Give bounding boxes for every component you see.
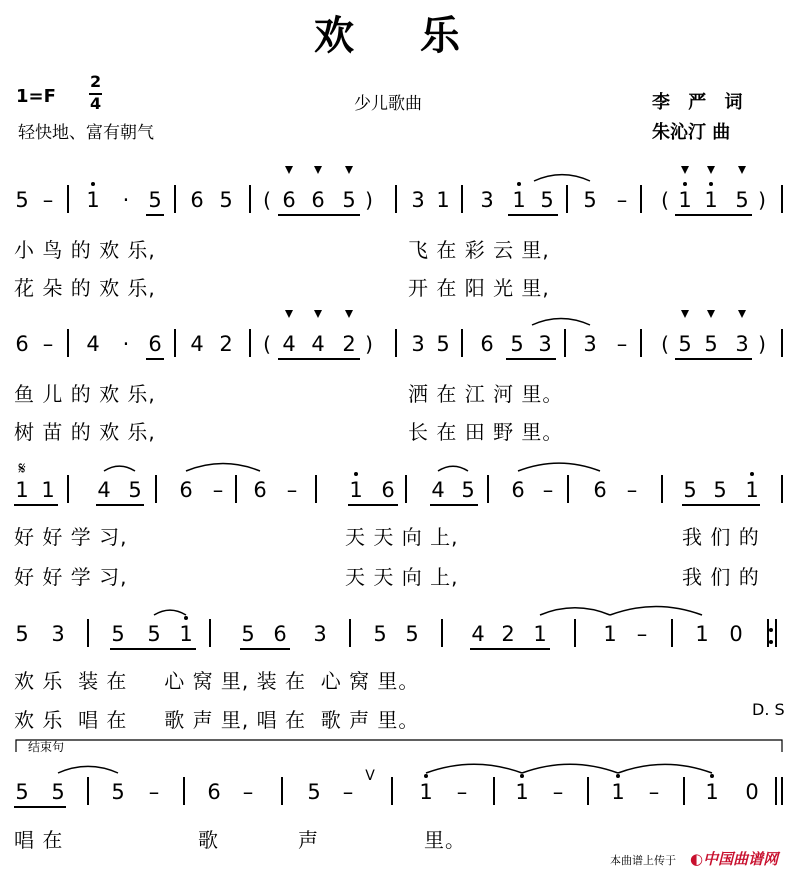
note: 1 bbox=[611, 780, 625, 804]
note: · bbox=[122, 332, 130, 356]
note: 5 bbox=[510, 332, 524, 356]
note: – bbox=[456, 780, 468, 804]
note: 4 bbox=[282, 332, 296, 356]
note: 5 bbox=[51, 780, 65, 804]
logo-icon: ◐ bbox=[690, 850, 704, 868]
lyric-line: 长 在 田 野 里。 bbox=[408, 420, 564, 444]
slur bbox=[438, 466, 468, 471]
note: 2 bbox=[219, 332, 233, 356]
lyric-line: 欢 乐 唱 在 歌 声 里, 唱 在 歌 声 里。 bbox=[14, 708, 420, 732]
note: 5 bbox=[704, 332, 718, 356]
note: 5 bbox=[678, 332, 692, 356]
note: 3 bbox=[51, 622, 65, 646]
accent-mark bbox=[345, 310, 353, 318]
slur bbox=[618, 764, 712, 773]
lyric-line: 我 们 的 bbox=[682, 525, 760, 549]
note: 6 bbox=[179, 478, 193, 502]
slur bbox=[154, 610, 186, 615]
note: 5 bbox=[713, 478, 727, 502]
note: 5 bbox=[241, 622, 255, 646]
note: 1 bbox=[705, 780, 719, 804]
note: – bbox=[552, 780, 564, 804]
note: 6 bbox=[190, 188, 204, 212]
note: · bbox=[122, 188, 130, 212]
note: 1 bbox=[436, 188, 450, 212]
octave-dot bbox=[517, 182, 521, 186]
accent-mark bbox=[738, 166, 746, 174]
segno-icon: 𝄋 bbox=[18, 459, 26, 479]
slur bbox=[522, 764, 618, 773]
note: 2 bbox=[342, 332, 356, 356]
octave-dot bbox=[616, 774, 620, 778]
note: 1 bbox=[41, 478, 55, 502]
lyric-line: 天 天 向 上, bbox=[345, 525, 459, 549]
note: 1 bbox=[515, 780, 529, 804]
paren: ) bbox=[365, 332, 373, 356]
note: 5 bbox=[683, 478, 697, 502]
slur bbox=[540, 608, 610, 615]
note: – bbox=[148, 780, 160, 804]
lyric-line: 飞 在 彩 云 里, bbox=[408, 238, 550, 262]
key-signature: 1=F bbox=[16, 86, 56, 107]
note: – bbox=[242, 780, 254, 804]
note: 5 bbox=[342, 188, 356, 212]
note: 5 bbox=[111, 622, 125, 646]
note: 3 bbox=[411, 188, 425, 212]
breath-mark: V bbox=[365, 768, 375, 784]
lyric-line: 歌 bbox=[198, 828, 219, 852]
lyric-line: 好 好 学 习, bbox=[14, 525, 128, 549]
accent-mark bbox=[285, 310, 293, 318]
note: 3 bbox=[538, 332, 552, 356]
note: 4 bbox=[431, 478, 445, 502]
note: 1 bbox=[533, 622, 547, 646]
note: 1 bbox=[349, 478, 363, 502]
note: 5 bbox=[128, 478, 142, 502]
note: 6 bbox=[15, 332, 29, 356]
slur bbox=[610, 606, 702, 615]
note: 4 bbox=[190, 332, 204, 356]
lyricist-credit: 李 严 词 bbox=[652, 92, 749, 113]
accent-mark bbox=[681, 310, 689, 318]
slur bbox=[426, 764, 522, 773]
note: 6 bbox=[282, 188, 296, 212]
genre-label: 少儿歌曲 bbox=[354, 94, 422, 114]
note: 5 bbox=[735, 188, 749, 212]
note: 6 bbox=[480, 332, 494, 356]
note: 5 bbox=[15, 780, 29, 804]
slur bbox=[518, 463, 600, 471]
site-logo[interactable] bbox=[690, 848, 778, 869]
note: – bbox=[636, 622, 648, 646]
note: 2 bbox=[501, 622, 515, 646]
note: 3 bbox=[480, 188, 494, 212]
octave-dot bbox=[683, 182, 687, 186]
site-logo-text: 中国曲谱网 bbox=[703, 850, 779, 868]
note: – bbox=[648, 780, 660, 804]
note: 5 bbox=[461, 478, 475, 502]
composer-credit: 朱沁汀 曲 bbox=[652, 122, 731, 143]
note: 6 bbox=[207, 780, 221, 804]
note: 3 bbox=[735, 332, 749, 356]
note: 5 bbox=[148, 188, 162, 212]
note: 1 bbox=[695, 622, 709, 646]
octave-dot bbox=[520, 774, 524, 778]
note: 3 bbox=[313, 622, 327, 646]
note: 4 bbox=[97, 478, 111, 502]
note: 5 bbox=[15, 622, 29, 646]
lyric-line: 唱 在 bbox=[14, 828, 64, 852]
accent-mark bbox=[345, 166, 353, 174]
note: 1 bbox=[678, 188, 692, 212]
note: 5 bbox=[373, 622, 387, 646]
note: – bbox=[626, 478, 638, 502]
note: 6 bbox=[511, 478, 525, 502]
footer-uploaded: 本曲谱上传于 bbox=[610, 854, 676, 867]
note: 3 bbox=[583, 332, 597, 356]
repeat-dot bbox=[769, 628, 773, 632]
paren: ) bbox=[365, 188, 373, 212]
song-title: 欢 乐 bbox=[314, 13, 486, 59]
note: 6 bbox=[148, 332, 162, 356]
note: 1 bbox=[86, 188, 100, 212]
paren: ( bbox=[661, 188, 669, 212]
lyric-line: 花 朵 的 欢 乐, bbox=[14, 276, 156, 300]
note: 6 bbox=[381, 478, 395, 502]
note: 5 bbox=[436, 332, 450, 356]
octave-dot bbox=[91, 182, 95, 186]
accent-mark bbox=[707, 310, 715, 318]
note: 5 bbox=[219, 188, 233, 212]
note: 1 bbox=[419, 780, 433, 804]
note: 1 bbox=[15, 478, 29, 502]
tempo-marking: 轻快地、富有朝气 bbox=[18, 123, 154, 143]
note: 1 bbox=[745, 478, 759, 502]
octave-dot bbox=[750, 472, 754, 476]
paren: ( bbox=[263, 332, 271, 356]
note: 1 bbox=[603, 622, 617, 646]
lyric-line: 声 bbox=[298, 828, 319, 852]
accent-mark bbox=[285, 166, 293, 174]
note: 5 bbox=[583, 188, 597, 212]
paren: ) bbox=[758, 332, 766, 356]
note: 4 bbox=[471, 622, 485, 646]
lyric-line: 树 苗 的 欢 乐, bbox=[14, 420, 156, 444]
note: 4 bbox=[311, 332, 325, 356]
note: 6 bbox=[311, 188, 325, 212]
lyric-line: 鱼 儿 的 欢 乐, bbox=[14, 382, 156, 406]
note: 5 bbox=[111, 780, 125, 804]
lyric-line: 天 天 向 上, bbox=[345, 565, 459, 589]
octave-dot bbox=[424, 774, 428, 778]
slur bbox=[58, 766, 118, 773]
note: 4 bbox=[86, 332, 100, 356]
note: 6 bbox=[273, 622, 287, 646]
slur bbox=[186, 464, 260, 471]
paren: ( bbox=[263, 188, 271, 212]
slur bbox=[532, 319, 590, 325]
slur bbox=[534, 175, 590, 181]
dal-segno-mark: D. S bbox=[752, 700, 785, 719]
note: – bbox=[616, 188, 628, 212]
accent-mark bbox=[314, 166, 322, 174]
lyric-line: 里。 bbox=[424, 828, 466, 852]
octave-dot bbox=[184, 616, 188, 620]
note: 1 bbox=[512, 188, 526, 212]
note: – bbox=[542, 478, 554, 502]
note: 6 bbox=[593, 478, 607, 502]
note: 3 bbox=[411, 332, 425, 356]
slur bbox=[104, 466, 135, 471]
note: 0 bbox=[729, 622, 743, 646]
accent-mark bbox=[738, 310, 746, 318]
lyric-line: 开 在 阳 光 里, bbox=[408, 276, 550, 300]
time-sig-top: 2 bbox=[90, 72, 102, 91]
paren: ( bbox=[661, 332, 669, 356]
note: 5 bbox=[147, 622, 161, 646]
paren: ) bbox=[758, 188, 766, 212]
note: – bbox=[42, 332, 54, 356]
time-sig-bottom: 4 bbox=[90, 94, 102, 113]
octave-dot bbox=[709, 182, 713, 186]
note: 0 bbox=[745, 780, 759, 804]
note: – bbox=[616, 332, 628, 356]
note: 1 bbox=[704, 188, 718, 212]
octave-dot bbox=[710, 774, 714, 778]
note: 5 bbox=[540, 188, 554, 212]
accent-mark bbox=[314, 310, 322, 318]
lyric-line: 好 好 学 习, bbox=[14, 565, 128, 589]
note: – bbox=[342, 780, 354, 804]
lyric-line: 洒 在 江 河 里。 bbox=[408, 382, 564, 406]
note: – bbox=[42, 188, 54, 212]
note: 5 bbox=[405, 622, 419, 646]
lyric-line: 小 鸟 的 欢 乐, bbox=[14, 238, 156, 262]
note: 1 bbox=[179, 622, 193, 646]
lyric-line: 欢 乐 装 在 心 窝 里, 装 在 心 窝 里。 bbox=[14, 669, 420, 693]
note: – bbox=[286, 478, 298, 502]
lyric-line: 我 们 的 bbox=[682, 565, 760, 589]
note: – bbox=[212, 478, 224, 502]
ending-bracket bbox=[16, 740, 782, 752]
accent-mark bbox=[707, 166, 715, 174]
note: 5 bbox=[15, 188, 29, 212]
note: 5 bbox=[307, 780, 321, 804]
note: 6 bbox=[253, 478, 267, 502]
ending-label: 结束句 bbox=[28, 740, 65, 754]
repeat-dot bbox=[769, 640, 773, 644]
octave-dot bbox=[354, 472, 358, 476]
accent-mark bbox=[681, 166, 689, 174]
